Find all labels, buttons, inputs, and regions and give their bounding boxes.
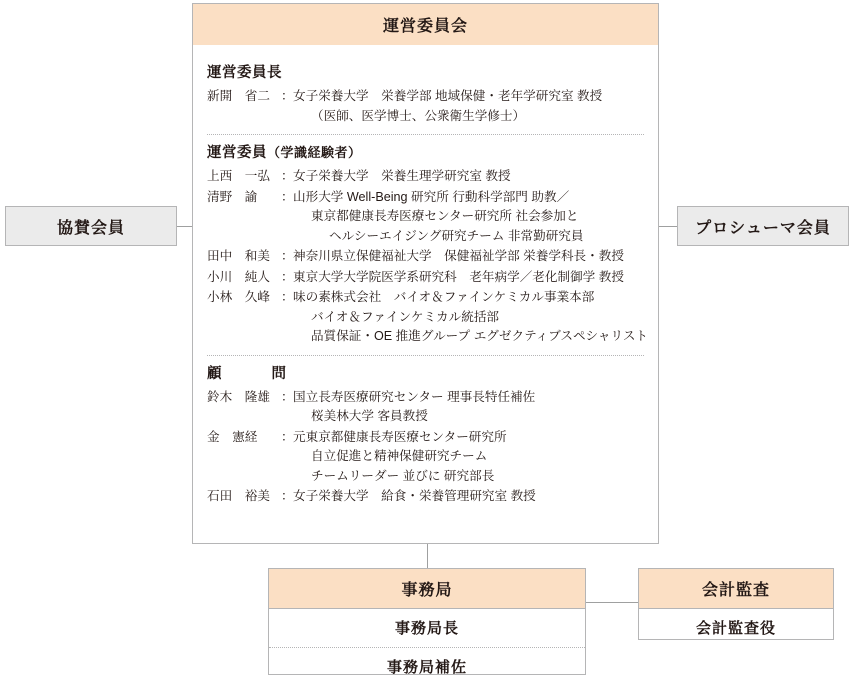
member-name: 小川 純人 (207, 269, 270, 284)
section-heading (207, 61, 644, 82)
member-affiliation (293, 87, 644, 126)
member-affiliation (293, 388, 644, 427)
member-affiliation-line: 女子栄養大学 給食・栄養管理研究室 教授 (293, 489, 536, 504)
committee-member-row (207, 268, 644, 288)
section-heading-text: 運営委員長 (207, 65, 282, 81)
member-affiliation-line: ヘルシーエイジング研究チーム 非常勤研究員 (329, 228, 584, 243)
committee-member-row (207, 428, 644, 487)
section-heading-note: （学識経験者） (267, 145, 362, 161)
steering-committee-title: 運営委員会 (193, 4, 658, 45)
member-affiliation-line: （医師、医学博士、公衆衛生学修士） (311, 108, 526, 123)
prosumer-members-box (677, 206, 849, 246)
member-affiliation (293, 167, 644, 187)
connector-right (659, 226, 677, 227)
audit-title: 会計監査 (639, 569, 833, 609)
audit-box (638, 568, 834, 640)
member-colon: ： (281, 169, 294, 184)
member-colon: ： (281, 269, 294, 284)
member-affiliation (293, 188, 644, 247)
member-affiliation-line: バイオ＆ファインケミカル統括部 (311, 309, 500, 324)
secretariat-chief-row: 事務局長 (394, 620, 459, 637)
committee-member-row (207, 487, 644, 507)
member-affiliation-line: 女子栄養大学 栄養生理学研究室 教授 (293, 169, 511, 184)
section-divider (207, 355, 644, 356)
supporting-members-box (5, 206, 177, 246)
committee-member-row (207, 167, 644, 187)
member-name: 石田 裕美 (207, 489, 270, 504)
member-affiliation (293, 428, 644, 487)
committee-member-row (207, 188, 644, 247)
section-heading (207, 362, 644, 383)
member-colon: ： (281, 489, 294, 504)
section-divider (207, 134, 644, 135)
member-affiliation-line: 東京都健康長寿医療センター研究所 社会参加と (311, 209, 579, 224)
audit-officer-row: 会計監査役 (695, 620, 776, 637)
member-name: 鈴木 隆雄 (207, 389, 270, 404)
member-affiliation (293, 247, 644, 267)
member-affiliation-line: 味の素株式会社 バイオ＆ファインケミカル事業本部 (293, 290, 595, 305)
prosumer-members-label: プロシューマ会員 (695, 219, 831, 237)
member-affiliation (293, 288, 648, 347)
committee-section (207, 61, 644, 126)
member-affiliation-line: 品質保証・OE 推進グループ エグゼクティブスペシャリスト (311, 329, 649, 344)
member-affiliation-line: 桜美林大学 客員教授 (311, 409, 428, 424)
member-affiliation-line: 東京大学大学院医学系研究科 老年病学／老化制御学 教授 (293, 269, 624, 284)
member-affiliation-line: チームリーダー 並びに 研究部長 (311, 468, 495, 483)
member-affiliation-line: 女子栄養大学 栄養学部 地域保健・老年学研究室 教授 (293, 89, 603, 103)
steering-committee-body (193, 45, 658, 507)
member-name: 金 憲経 (207, 429, 258, 444)
member-name: 小林 久峰 (207, 290, 270, 305)
section-heading (207, 141, 644, 162)
committee-section (207, 362, 644, 507)
member-colon: ： (281, 249, 294, 264)
member-affiliation-line: 山形大学 Well-Being 研究所 行動科学部門 助教／ (293, 189, 570, 204)
member-name: 新開 省二 (207, 89, 270, 103)
secretariat-assistant-row: 事務局補佐 (269, 647, 585, 686)
supporting-members-label: 協賛会員 (56, 219, 125, 237)
section-heading-text: 運営委員 (207, 145, 267, 162)
committee-member-row (207, 87, 644, 126)
member-colon: ： (281, 89, 294, 103)
section-heading-text: 顧 問 (207, 365, 293, 382)
connector-committee-to-secretariat (427, 544, 428, 568)
connector-secretariat-to-audit (586, 602, 638, 603)
member-affiliation-line: 神奈川県立保健福祉大学 保健福祉学部 栄養学科長・教授 (293, 249, 624, 264)
member-affiliation (293, 487, 644, 507)
member-colon: ： (281, 389, 294, 404)
committee-member-row (207, 247, 644, 267)
committee-member-row (207, 388, 644, 427)
member-name: 上西 一弘 (207, 169, 270, 184)
committee-member-row (207, 288, 649, 347)
member-colon: ： (281, 189, 294, 204)
member-affiliation-line: 国立長寿医療研究センター 理事長特任補佐 (293, 389, 536, 404)
member-name: 清野 諭 (207, 189, 258, 204)
member-name: 田中 和美 (207, 249, 270, 264)
member-affiliation-line: 自立促進と精神保健研究チーム (311, 449, 488, 464)
member-affiliation-line: 元東京都健康長寿医療センター研究所 (293, 429, 507, 444)
connector-left (177, 226, 192, 227)
steering-committee-box (192, 3, 659, 544)
member-colon: ： (281, 429, 294, 444)
member-affiliation (293, 268, 644, 288)
secretariat-title: 事務局 (269, 569, 585, 609)
member-colon: ： (281, 290, 294, 305)
secretariat-box (268, 568, 586, 675)
committee-section (207, 141, 649, 347)
